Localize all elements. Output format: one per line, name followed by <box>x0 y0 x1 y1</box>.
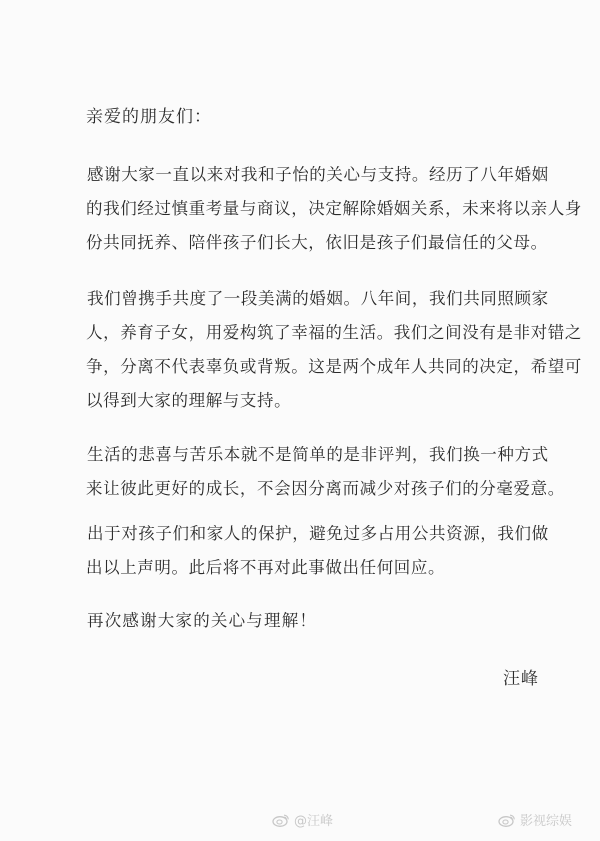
signature: 汪峰 <box>503 669 539 689</box>
paragraph-2 <box>86 282 582 418</box>
paragraph-line: 我们曾携手共度了一段美满的婚姻。八年间，我们共同照顾家 <box>87 289 549 308</box>
paragraph-4 <box>86 517 556 585</box>
paragraph-line: 出于对孩子们和家人的保护，避免过多占用公共资源，我们做 <box>87 524 549 543</box>
paragraph-line: 再次感谢大家的关心与理解！ <box>87 611 318 630</box>
paragraph-line: 出以上声明。此后将不再对此事做出任何回应。 <box>86 558 446 577</box>
paragraph-3 <box>86 438 565 506</box>
paragraph-line: 以得到大家的理解与支持。 <box>86 391 292 410</box>
paragraph-5 <box>86 604 556 638</box>
paragraph-line: 人，养育子女，用爱构筑了幸福的生活。我们之间没有是非对错之 <box>86 323 582 342</box>
paragraph-line: 感谢大家一直以来对我和子怡的关心与支持。经历了八年婚姻 <box>87 165 549 184</box>
watermark-weibo-source <box>498 810 572 829</box>
paragraph-line: 份共同抚养、陪伴孩子们长大，依旧是孩子们最信任的父母。 <box>86 233 548 252</box>
weibo-icon <box>272 813 290 827</box>
paragraph-1 <box>86 158 582 260</box>
weibo-icon <box>498 813 516 827</box>
paragraph-line: 生活的悲喜与苦乐本就不是简单的是非评判，我们换一种方式 <box>87 445 549 464</box>
watermark-text: 影视综娱 <box>520 814 573 829</box>
watermark-text: @汪峰 <box>294 814 334 829</box>
paragraph-line: 来让彼此更好的成长，不会因分离而减少对孩子们的分毫爱意。 <box>86 479 565 498</box>
paragraph-line: 争，分离不代表辜负或背叛。这是两个成年人共同的决定，希望可 <box>86 357 582 376</box>
salutation: 亲爱的朋友们： <box>86 107 212 127</box>
paragraph-line: 的我们经过慎重考量与商议，决定解除婚姻关系，未来将以亲人身 <box>86 199 582 218</box>
watermark-weibo-user <box>272 810 333 829</box>
